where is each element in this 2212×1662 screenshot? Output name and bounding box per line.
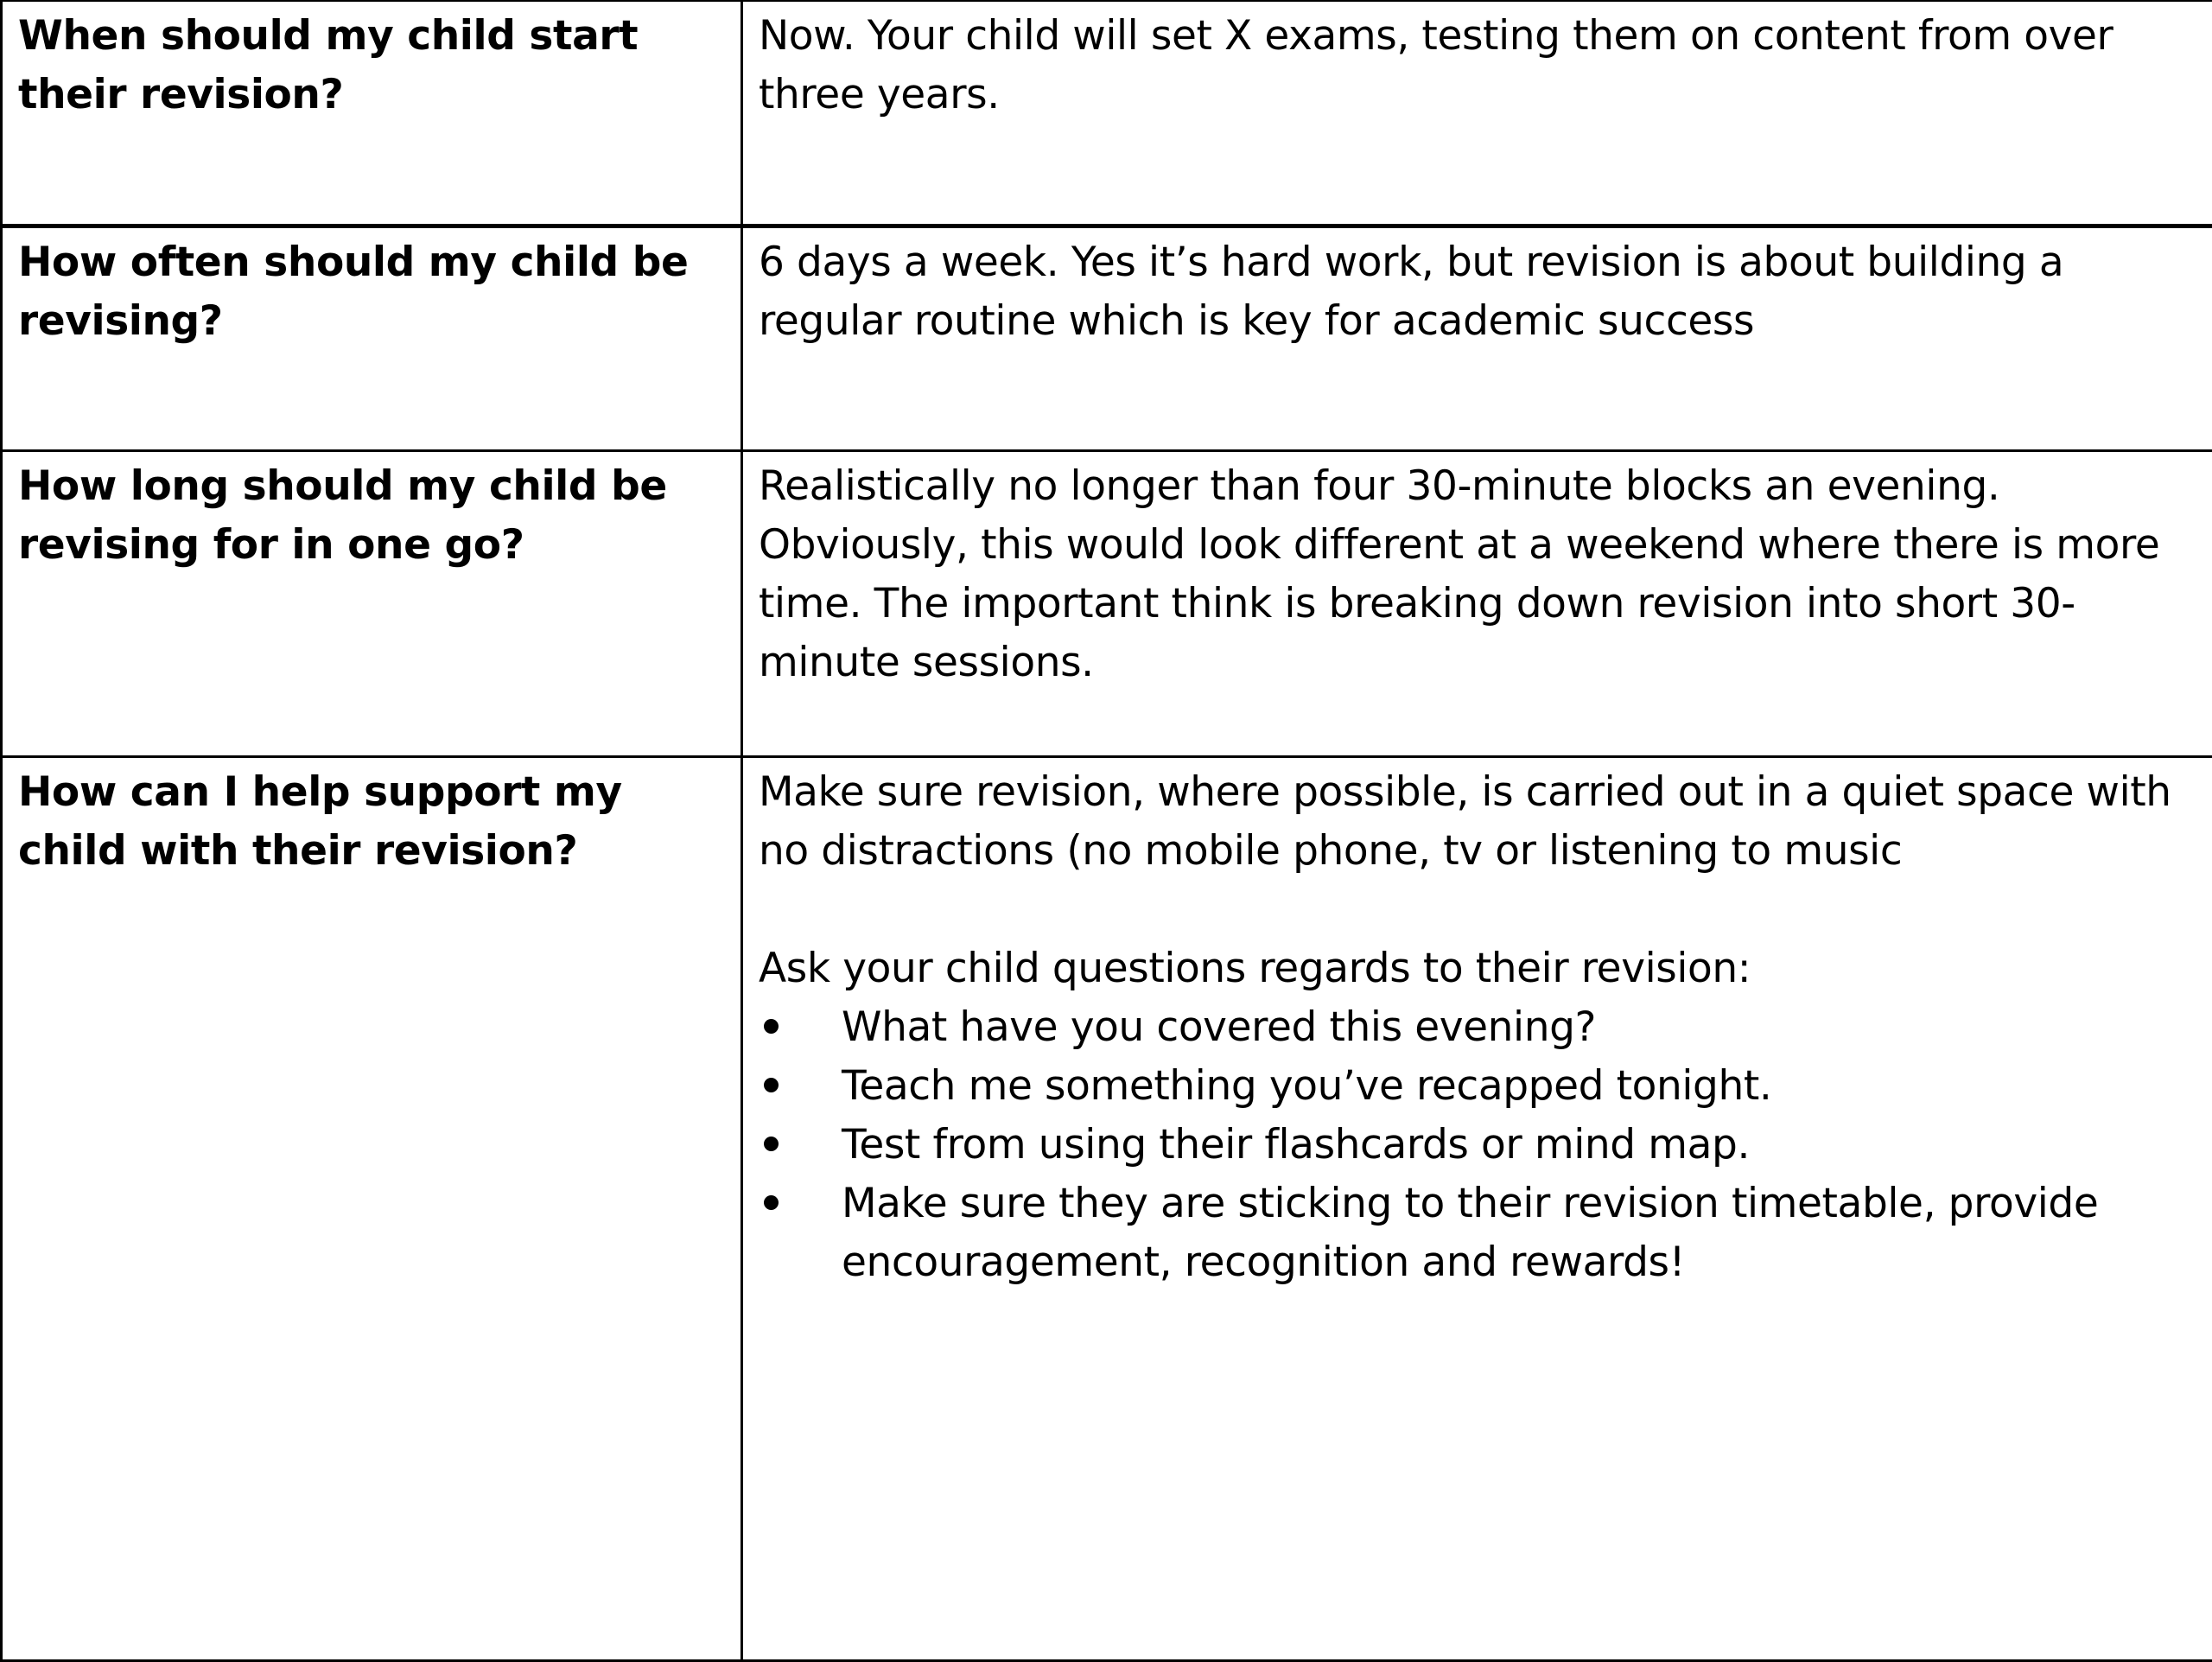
list-item bbox=[759, 1116, 2196, 1175]
question-cell: How long should my child be revising for in one go? bbox=[2, 450, 742, 756]
answer-cell: Now. Your child will set X exams, testing them on content from over three years. bbox=[742, 1, 2212, 226]
list-item bbox=[759, 1175, 2196, 1292]
bullet-icon bbox=[764, 1137, 779, 1151]
paragraph-spacer bbox=[759, 881, 2196, 939]
answer-cell: 6 days a week. Yes it’s hard work, but revision is about building a regular routine which is key for academic success bbox=[742, 226, 2212, 450]
question-cell: When should my child start their revision? bbox=[2, 1, 742, 226]
question-cell: How often should my child be revising? bbox=[2, 226, 742, 450]
table-row bbox=[2, 226, 2212, 450]
support-tips-list bbox=[759, 998, 2196, 1292]
list-item-text: Make sure they are sticking to their revision timetable, provide encouragement, recognition and rewards! bbox=[842, 1180, 2098, 1286]
answer-intro: Make sure revision, where possible, is carried out in a quiet space with no distractions (no mobile phone, tv or listening to music bbox=[759, 763, 2196, 881]
list-item-text: Teach me something you’ve recapped tonight. bbox=[842, 1062, 1771, 1110]
list-item bbox=[759, 998, 2196, 1057]
table-row bbox=[2, 450, 2212, 756]
bullet-icon bbox=[764, 1078, 779, 1092]
list-item bbox=[759, 1057, 2196, 1116]
answer-lead: Ask your child questions regards to their revision: bbox=[759, 939, 2196, 998]
bullet-icon bbox=[764, 1019, 779, 1034]
question-cell: How can I help support my child with their revision? bbox=[2, 756, 742, 1660]
list-item-text: What have you covered this evening? bbox=[842, 1003, 1596, 1051]
table-row bbox=[2, 1, 2212, 226]
list-item-text: Test from using their flashcards or mind map. bbox=[842, 1121, 1750, 1168]
table-row bbox=[2, 756, 2212, 1660]
bullet-icon bbox=[764, 1195, 779, 1210]
answer-cell bbox=[742, 756, 2212, 1660]
answer-cell: Realistically no longer than four 30-minute blocks an evening. Obviously, this would look different at a weekend where there is more time. The important think is breaking down revision into short 30-minute sessions. bbox=[742, 450, 2212, 756]
